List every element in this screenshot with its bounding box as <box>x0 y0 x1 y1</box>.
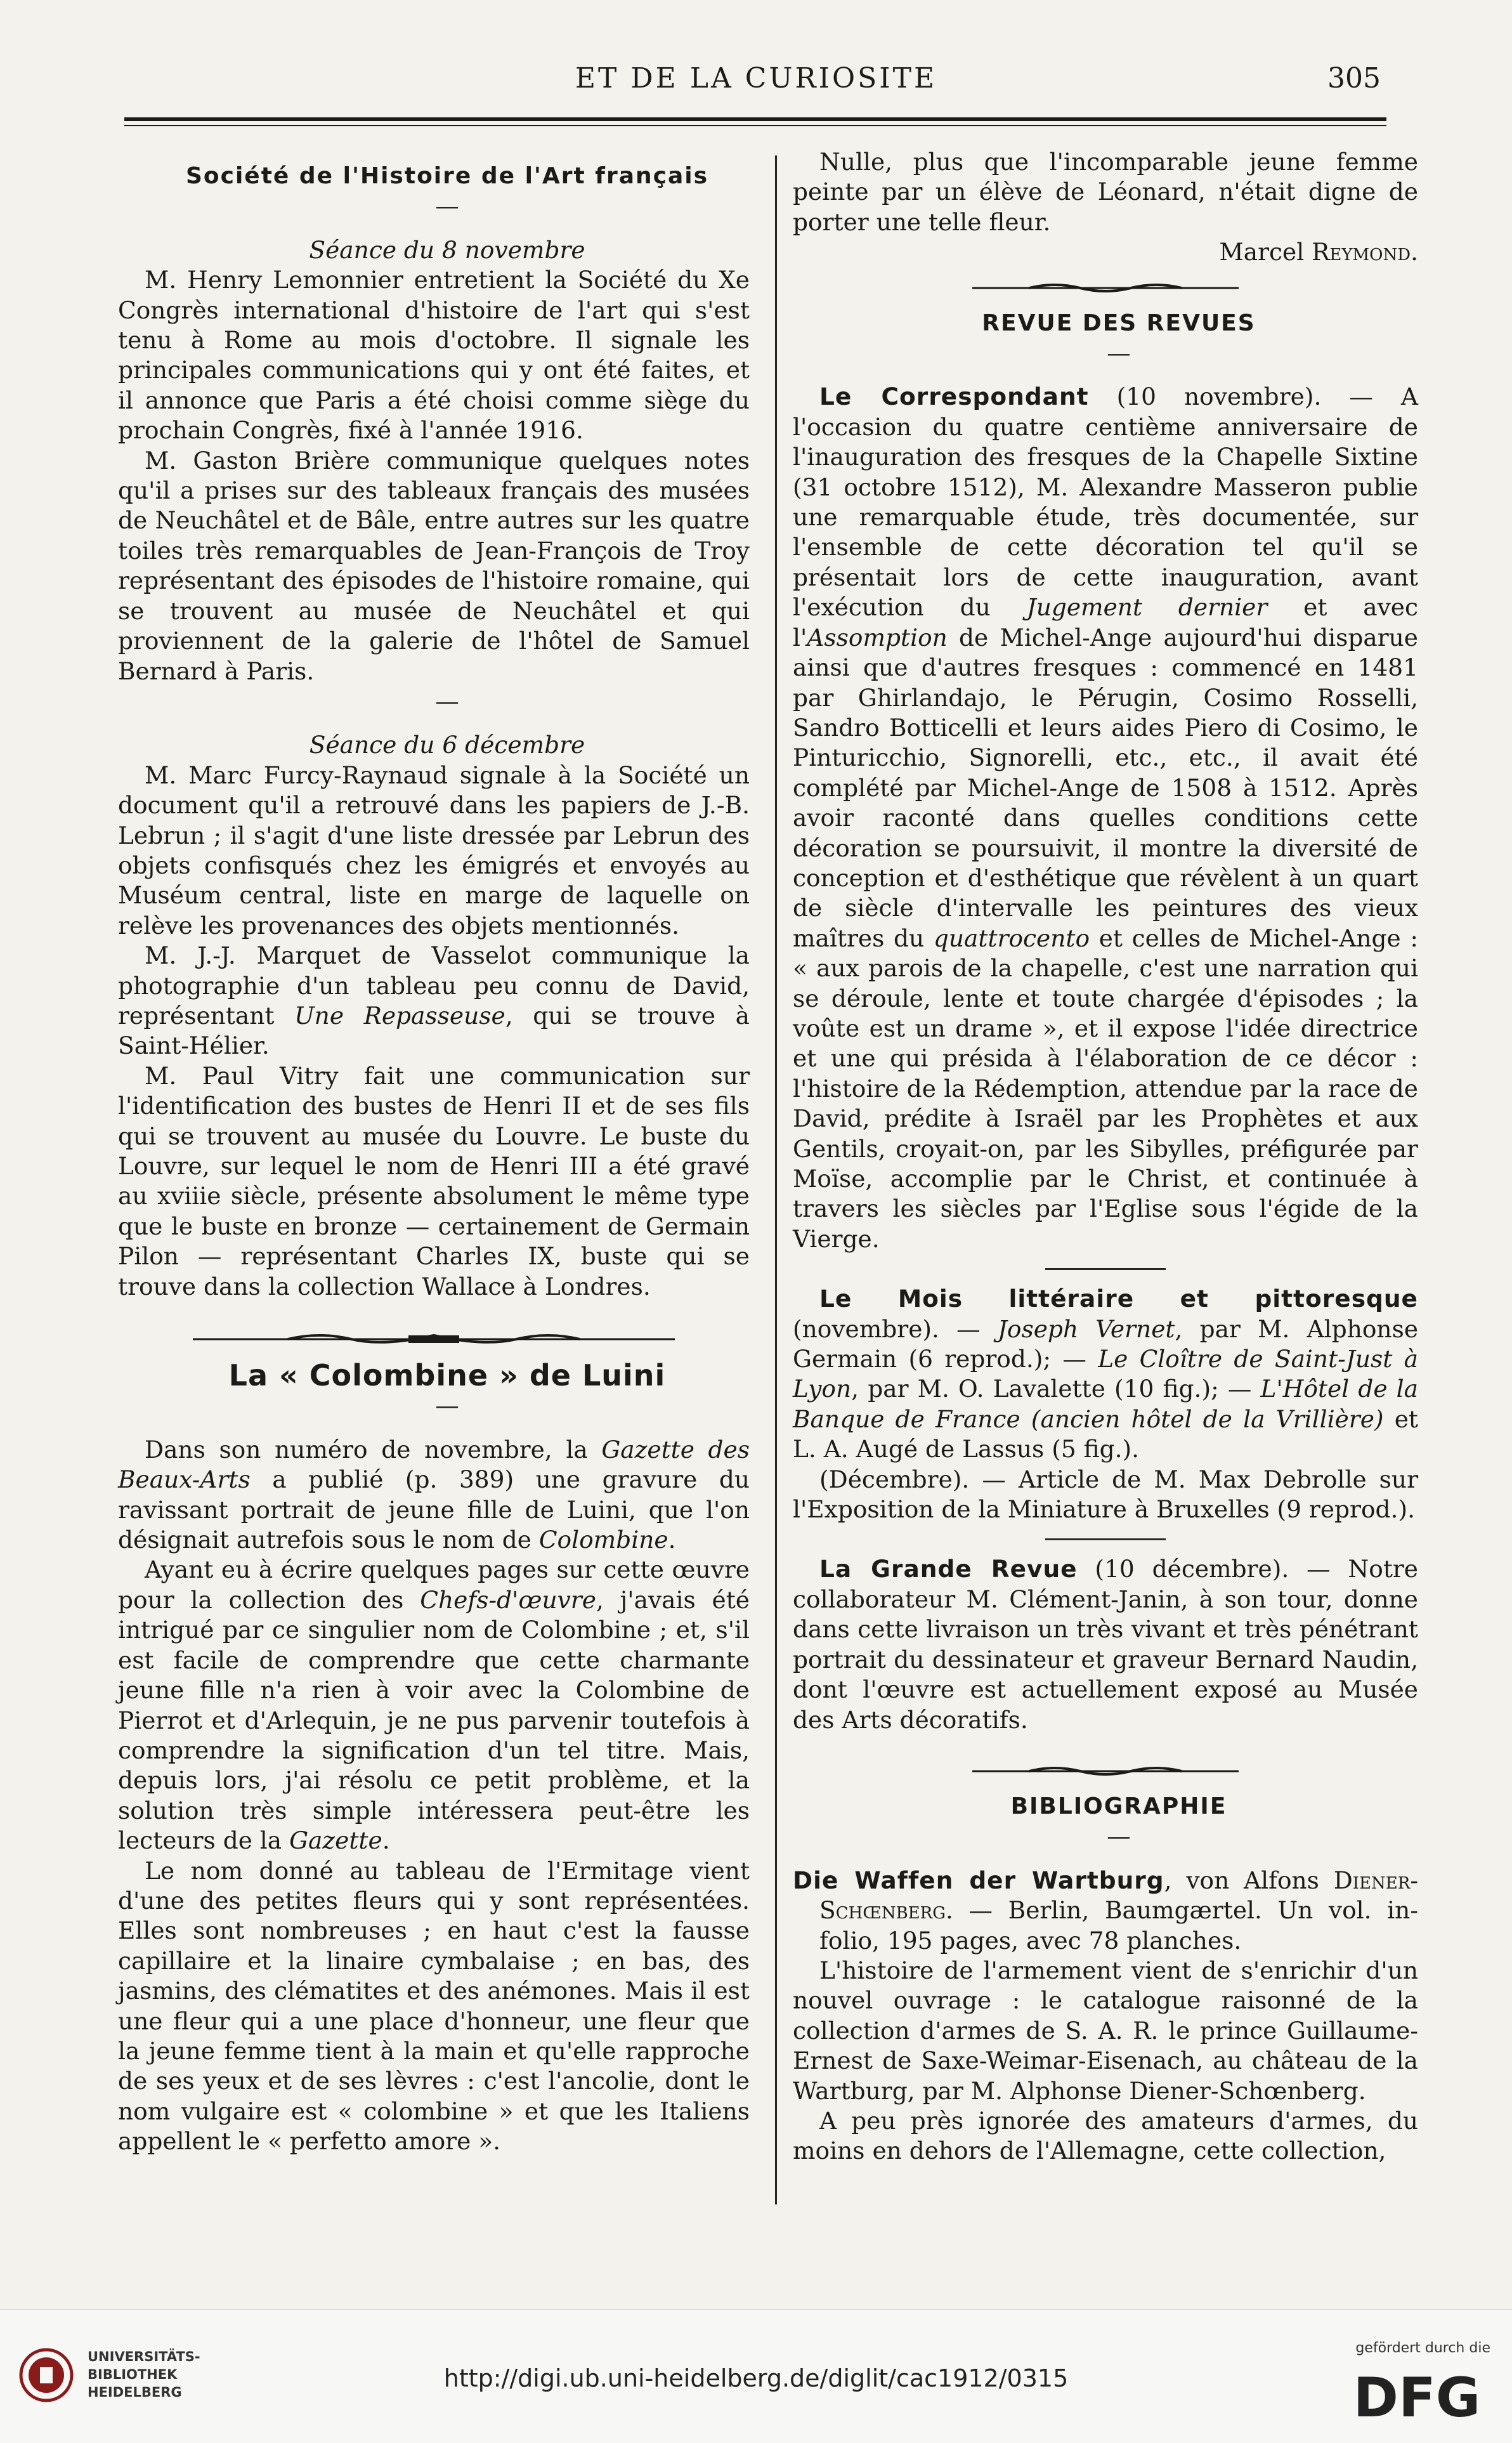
paragraph: M. Henry Lemonnier entretient la Société du Xe Congrès international d'histoire de l'art qui s'est tenu à Rome au mois d'octobre. Il signale les principales communications qui y ont été faites, et il annonce que Paris a été choisi comme siège du prochain Congrès, fixé à l'année 1916. <box>118 266 750 445</box>
dash-separator: — <box>435 192 459 220</box>
session-heading: Séance du 8 novembre <box>309 235 585 264</box>
viewer-footer <box>0 2309 1512 2443</box>
review-mois-litteraire: Le Mois littéraire et pittoresque (novembre). — Joseph Vernet, par M. Alphonse Germain (6 reprod.); — Le Cloître de Saint-Just à Lyon, par M. O. Lavalette (10 fig.); — L'Hôtel de la Banque de France (ancien hôtel de la Vrillière) et L. A. Augé de Lassus (5 fig.). <box>793 1285 1419 1464</box>
paragraph: Dans son numéro de novembre, la Gazette des Beaux-Arts a publié (p. 389) une gravure du ravissant portrait de jeune fille de Luini, que l'on désignait autrefois sous le nom de Colombine. <box>118 1435 750 1554</box>
paragraph: A peu près ignorée des amateurs d'armes, du moins en dehors de l'Allemagne, cette collection, <box>793 2106 1418 2165</box>
dash-separator: — <box>1107 1822 1131 1850</box>
left-column <box>118 147 750 2157</box>
section-title-revue-des-revues: REVUE DES REVUES <box>982 310 1256 336</box>
paragraph: Ayant eu à écrire quelques pages sur cette œuvre pour la collection des Chefs-d'œuvre, j'avais été intrigué par ce singulier nom de Colombine ; et, s'il est facile de comprendre que cette charmante jeune fille n'a rien à voir avec la Colombine de Pierrot et d'Arlequin, je ne pus parvenir toutefois à comprendre la signification d'un tel titre. Mais, depuis lors, j'ai résolu ce petit problème, et la solution très simple intéressera peut-être les lecteurs de la Gazette. <box>118 1556 750 1855</box>
paragraph: M. Gaston Brière communique quelques notes qu'il a prises sur des tableaux français des musées de Neuchâtel et de Bâle, entre autres sur les quatre toiles très remarquables de Jean-François de Troy représentant des épisodes de l'histoire romaine, qui se trouvent au musée de Neuchâtel et qui proviennent de la galerie de l'hôtel de Samuel Bernard à Paris. <box>118 446 750 685</box>
running-head: ET DE LA CURIOSITE <box>575 62 937 95</box>
ornament-rule <box>972 1765 1239 1778</box>
paragraph: Le nom donné au tableau de l'Ermitage vient d'une des petites fleurs qui y sont représentées. Elles sont nombreuses ; en haut c'est la fausse capillaire et la linaire cymbalaise ; en bas, des jasmins, des clématites et des anémones. Mais il est une fleur qui a une place d'honneur, une fleur que la jeune femme tient à la main et qu'elle rapproche de ses yeux et de ses lèvres : c'est l'ancolie, dont le nom vulgaire est « colombine » et que les Italiens appellent le « perfetto amore ». <box>118 1856 750 2156</box>
dfg-logo-icon <box>1341 2366 1493 2424</box>
review-correspondant: Le Correspondant (10 novembre). — A l'occasion du quatre centième anniversaire de l'inauguration des fresques de la Chapelle Sixtine (31 octobre 1512), M. Alexandre Masseron publie une remarquable étude, très documentée, sur l'ensemble de cette décoration tel qu'il se présentait lors de cette inauguration, avant l'exécution du Jugement dernier et avec l'Assomption de Michel-Ange aujourd'hui disparue ainsi que d'autres fresques : commencé en 1481 par Ghirlandajo, le Pérugin, Cosimo Rosselli, Sandro Botticelli et leurs aides Piero di Cosimo, le Pinturicchio, Signorelli, etc., etc., il avait été complété par Michel-Ange de 1508 à 1512. Après avoir raconté dans quelles conditions cette décoration se poursuivit, il montre la diversité de conception et d'esthétique que révèlent à un quart de siècle d'intervalle les peintures des vieux maîtres du quattrocento et celles de Michel-Ange : « aux parois de la chapelle, c'est une narration qui se déroule, lente et toute chargée d'épisodes ; la voûte est un drame », et il expose l'idée directrice et une qui présida à l'élaboration de ce décor : l'histoire de la Rédemption, attendue par la race de David, prédite à Israël par les Prophètes et aux Gentils, croyait-on, par les Sibylles, préfigurée par Moïse, accomplie par le Christ, et continuée à travers les siècles par l'Eglise sous l'égide de la Vierge. <box>793 383 1419 1253</box>
session-heading: Séance du 6 décembre <box>309 731 585 759</box>
dash-separator: — <box>435 1391 459 1420</box>
ornament-rule <box>972 282 1239 294</box>
bibliography-entry: Die Waffen der Wartburg, von Alfons Diener-Schœnberg. — Berlin, Baumgærtel. Un vol. in-folio, 195 pages, avec 78 planches. <box>793 1866 1418 1955</box>
column-rule <box>775 155 777 2204</box>
funder-caption: gefördert durch die <box>1355 2340 1490 2356</box>
section-title-societe: Société de l'Histoire de l'Art français <box>185 163 709 189</box>
paragraph: (Décembre). — Article de M. Max Debrolle sur l'Exposition de la Miniature à Bruxelles (9 reprod.). <box>793 1465 1418 1524</box>
section-title-colombine: La « Colombine » de Luini <box>228 1358 666 1393</box>
page-header <box>0 56 1512 100</box>
paragraph: Nulle, plus que l'incomparable jeune femme peinte par un élève de Léonard, n'était digne de porter une telle fleur. <box>793 148 1418 236</box>
section-title-bibliographie: BIBLIOGRAPHIE <box>1010 1793 1227 1819</box>
ornament-rule <box>193 1332 675 1347</box>
paragraph: M. J.-J. Marquet de Vasselot communique la photographie d'un tableau peu connu de David, représentant Une Repasseuse, qui se trouve à Saint-Hélier. <box>118 941 750 1060</box>
header-rule-thin <box>124 125 1386 126</box>
paragraph: M. Marc Furcy-Raynaud signale à la Société un document qu'il a retrouvé dans les papiers de J.-B. Lebrun ; il s'agit d'une liste dressée par Lebrun des objets confisqués chez les émigrés et envoyés au Muséum central, liste en marge de laquelle on relève les provenances des objets mentionnés. <box>118 761 750 940</box>
svg-text:DFG: DFG <box>1353 2366 1481 2424</box>
permalink-url[interactable]: http://digi.ub.uni-heidelberg.de/diglit/cac1912/0315 <box>443 2364 1069 2392</box>
header-rule <box>124 117 1386 121</box>
signature: Marcel Reymond. <box>1219 238 1418 266</box>
dash-separator: — <box>1107 339 1131 367</box>
paragraph: M. Paul Vitry fait une communication sur l'identification des bustes de Henri II et de ses fils qui se trouvent au musée du Louvre. Le buste du Louvre, sur lequel le nom de Henri III a été gravé au xviiie siècle, présente absolument le même type que le buste en bronze — certainement de Germain Pilon — représentant Charles IX, buste qui se trouve dans la collection Wallace à Londres. <box>118 1061 750 1300</box>
page-number: 305 <box>1327 62 1381 95</box>
right-column <box>793 147 1418 2166</box>
dash-separator: — <box>435 686 459 715</box>
paragraph: L'histoire de l'armement vient de s'enrichir d'un nouvel ouvrage : le catalogue raisonné de la collection d'armes de S. A. R. le prince Guillaume-Ernest de Saxe-Weimar-Eisenach, au château de la Wartburg, par M. Alphonse Diener-Schœnberg. <box>793 1956 1418 2105</box>
review-grande-revue: La Grande Revue (10 décembre). — Notre collaborateur M. Clément-Janin, à son tour, donne dans cette livraison un très vivant et très pénétrant portrait du dessinateur et graveur Bernard Naudin, dont l'œuvre est actuellement exposé au Musée des Arts décoratifs. <box>793 1555 1419 1734</box>
library-name: UNIVERSITÄTS- BIBLIOTHEK HEIDELBERG <box>88 2349 200 2400</box>
